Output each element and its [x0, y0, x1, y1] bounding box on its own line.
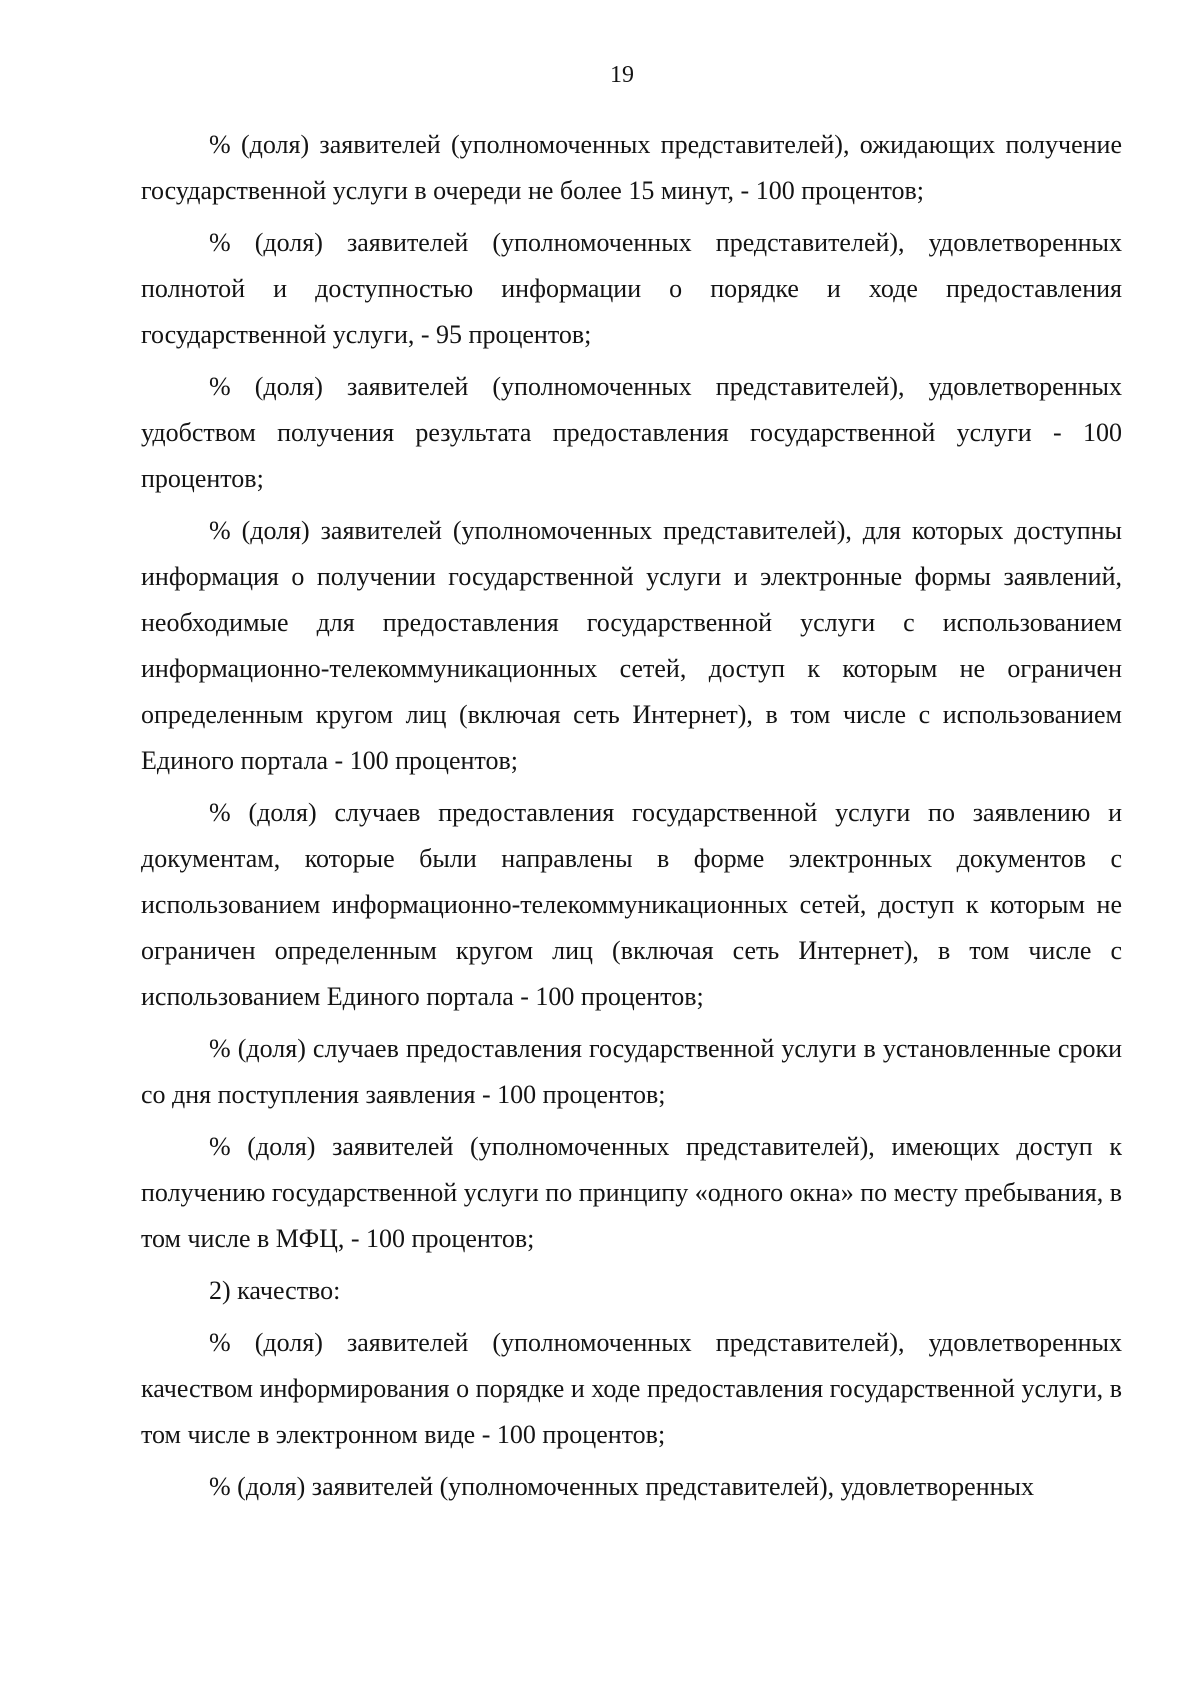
- document-body: [141, 122, 1122, 1516]
- paragraph-informing-quality: % (доля) заявителей (уполномоченных представителей), удовлетворенных качеством информирования о порядке и ходе предоставления государственной услуги, в том числе в электронном виде - 100 процентов;: [141, 1328, 1122, 1449]
- paragraph-result-convenience: % (доля) заявителей (уполномоченных представителей), удовлетворенных удобством получения результата предоставления государственной услуги - 100 процентов;: [141, 372, 1122, 493]
- paragraph-continued: % (доля) заявителей (уполномоченных представителей), удовлетворенных: [209, 1472, 1035, 1501]
- page-number: 19: [610, 62, 634, 88]
- paragraph-deadline-compliance: % (доля) случаев предоставления государственной услуги в установленные сроки со дня поступления заявления - 100 процентов;: [141, 1034, 1122, 1109]
- section-heading-quality: 2) качество:: [209, 1276, 341, 1305]
- paragraph-waiting-time: % (доля) заявителей (уполномоченных представителей), ожидающих получение государственной услуги в очереди не более 15 минут, - 100 процентов;: [141, 130, 1122, 205]
- paragraph-electronic-forms-access: % (доля) заявителей (уполномоченных представителей), для которых доступны информация о получении государственной услуги и электронные формы заявлений, необходимые для предоставления государственной услуги с использованием информационно-телекоммуникационных сетей, доступ к которым не ограничен определенным кругом лиц (включая сеть Интернет), в том числе с использованием Единого портала - 100 процентов;: [141, 516, 1122, 775]
- paragraph-information-completeness: % (доля) заявителей (уполномоченных представителей), удовлетворенных полнотой и доступностью информации о порядке и ходе предоставления государственной услуги, - 95 процентов;: [141, 228, 1122, 349]
- paragraph-electronic-submission-cases: % (доля) случаев предоставления государственной услуги по заявлению и документам, которые были направлены в форме электронных документов с использованием информационно-телекоммуникационных сетей, доступ к которым не ограничен определенным кругом лиц (включая сеть Интернет), в том числе с использованием Единого портала - 100 процентов;: [141, 798, 1122, 1011]
- paragraph-one-window-access: % (доля) заявителей (уполномоченных представителей), имеющих доступ к получению государственной услуги по принципу «одного окна» по месту пребывания, в том числе в МФЦ, - 100 процентов;: [141, 1132, 1123, 1253]
